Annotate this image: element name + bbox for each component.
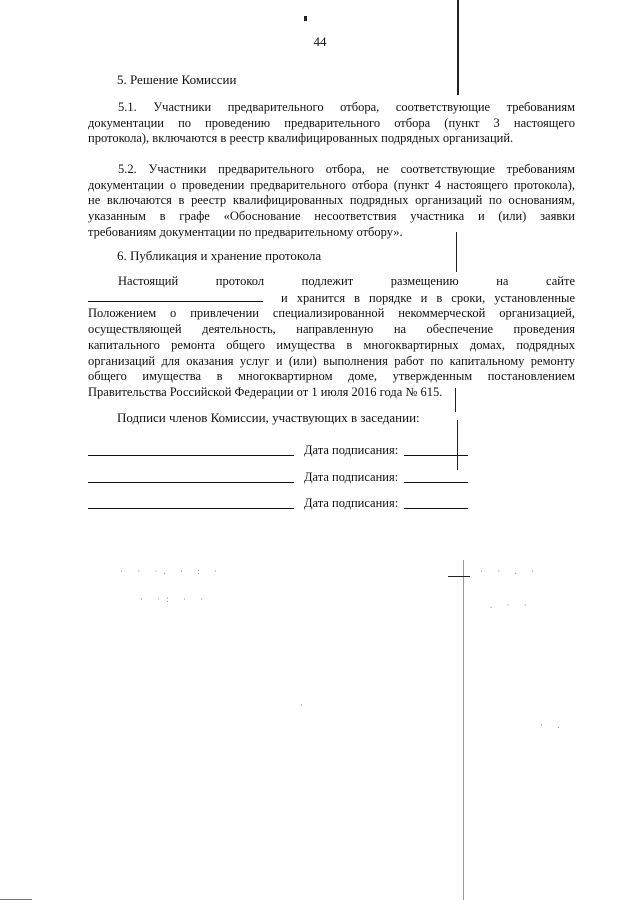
text-line: требованиям документации по предварительному отбору».: [88, 224, 403, 239]
date-line: [404, 508, 468, 509]
scan-artifact-line: [455, 388, 456, 412]
scan-artifact-line: [448, 576, 470, 577]
scan-artifact-noise: · .: [540, 720, 566, 730]
date-line: [404, 482, 468, 483]
text-line: организаций для оказания услуг и (или) выполнения работ по капитальному ремонту: [88, 353, 575, 368]
text-line: Правительства Российской Федерации от 1 июля 2016 года № 615.: [88, 384, 443, 399]
text-line: не включаются в реестр квалифицированных подрядных организаций по основаниям,: [88, 193, 575, 208]
text-line: 5.2. Участники предварительного отбора, не соответствующие требованиям: [118, 162, 575, 176]
text-line: Положением о привлечении специализированной некоммерческой организацией,: [88, 306, 575, 321]
section-5-heading: 5. Решение Комиссии: [117, 72, 237, 87]
scan-artifact-line: [457, 0, 459, 95]
text-line: общего имущества в многоквартирном доме, утвержденным постановлением: [88, 369, 575, 384]
date-line: [404, 455, 468, 456]
section-6-heading: 6. Публикация и хранение протокола: [117, 248, 322, 263]
text-line: указанным в графе «Обоснование несоответствия участника и (или) заявки: [88, 209, 575, 224]
site-blank-line: [88, 290, 263, 302]
scan-artifact-noise: · ·: · ·: [140, 594, 210, 604]
scan-artifact-noise: · · . ·: [480, 566, 540, 576]
signature-line: [88, 482, 294, 483]
scan-artifact-line: [456, 232, 457, 272]
scan-artifact-line: [463, 560, 464, 900]
text-fragment: и хранится в порядке и в сроки, установленные: [281, 290, 575, 305]
text-line: протокола), включаются в реестр квалифицированных подрядных организаций.: [88, 131, 514, 146]
signature-row-3: [88, 495, 473, 511]
paragraph-5-1: [88, 100, 575, 147]
text-line: 5.1. Участники предварительного отбора, соответствующие требованиям: [118, 100, 575, 114]
date-label: Дата подписания:: [304, 470, 399, 484]
page-number: 44: [313, 34, 327, 49]
text-line: документации о проведении предварительного отбора (пункт 4 настоящего протокола),: [88, 177, 575, 192]
signatures-intro: Подписи членов Комиссии, участвующих в заседании:: [117, 410, 420, 425]
text-line: Настоящий протокол подлежит размещению на сайте: [118, 274, 575, 288]
text-line: осуществляющей деятельность, направленную на обеспечение проведения: [88, 322, 575, 337]
paragraph-6: [88, 274, 575, 401]
scan-artifact-noise: . · ·: [490, 600, 533, 610]
date-label: Дата подписания:: [304, 496, 399, 510]
text-line: капитального ремонта общего имущества в многоквартирных домах, подрядных: [88, 337, 575, 352]
scan-artifact-noise: · · ·. · : ·: [120, 566, 223, 576]
paragraph-5-2: [88, 162, 575, 241]
text-line-with-blank: [88, 290, 575, 307]
signature-row-1: [88, 442, 473, 458]
signature-line: [88, 455, 294, 456]
scan-artifact-noise: ·: [300, 700, 309, 710]
scan-artifact-dot: [304, 16, 307, 21]
signature-line: [88, 508, 294, 509]
signature-row-2: [88, 469, 473, 485]
date-label: Дата подписания:: [304, 443, 399, 457]
text-line: документации по проведению предварительного отбора (пункт 3 настоящего: [88, 115, 575, 130]
scan-artifact-line: [457, 420, 458, 470]
scan-artifact-line: [0, 899, 32, 900]
